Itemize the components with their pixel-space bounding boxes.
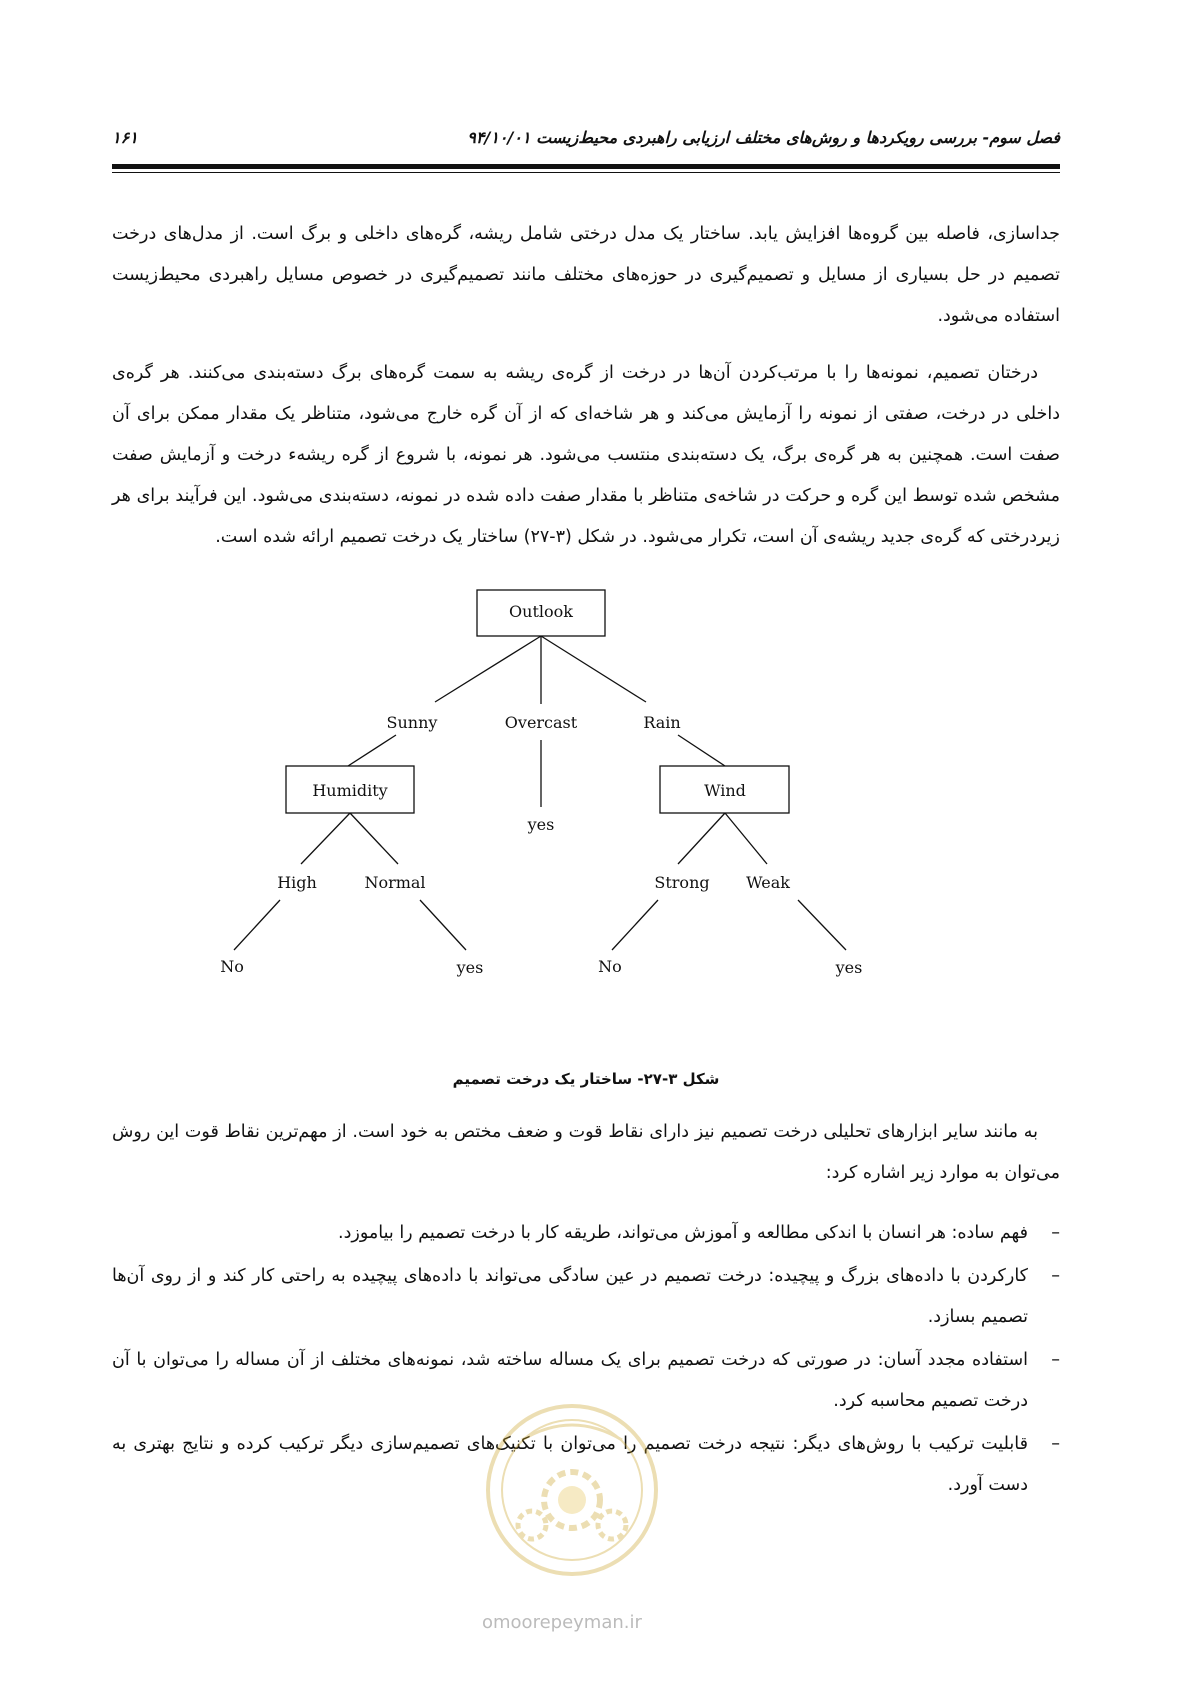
node-label-outlook: Outlook [509,602,573,621]
bullet-marker: – [1051,1223,1060,1243]
branch-label-normal: Normal [364,873,426,892]
decision-tree-figure [220,602,960,1072]
branch-label-overcast: Overcast [504,713,578,732]
edge-humidity-high [301,813,350,864]
watermark-url: omoorepeyman.ir [482,1612,642,1633]
branch-label-high: High [277,873,317,892]
chapter-title: فصل سوم- بررسی رویکردها و روش‌های مختلف ارزیابی راهبردی محیط‌زیست ۹۴/۱۰/۰۱ [467,128,1060,147]
list-item [112,1256,1060,1338]
edge-rain-wind [678,735,725,766]
leaf-label-high-no: No [220,957,244,976]
leaf-label-overcast-yes: yes [527,815,555,834]
paragraph-3: به مانند سایر ابزارهای تحلیلی درخت تصمیم نیز دارای نقاط قوت و ضعف مختص به خود است. از مهم‌ترین نقاط قوت این روش می‌توان به موارد زیر اشاره کرد: [112,1122,1060,1183]
list-item-text: کارکردن با داده‌های بزرگ و پیچیده: درخت تصمیم در عین سادگی می‌تواند با داده‌های پیچیده به راحتی کار کند و از روی آن‌ها تصمیم بسازد. [112,1266,1028,1327]
node-label-humidity: Humidity [312,781,388,800]
leaf-label-weak-yes: yes [835,958,863,977]
branch-label-weak: Weak [746,873,790,892]
edge-wind-weak [725,813,767,864]
paragraph-1: جداسازی، فاصله بین گروه‌ها افزایش یابد. ساختار یک مدل درختی شامل ریشه، گره‌های داخلی و برگ است. از مدل‌های درخت تصمیم در حل بسیاری از مسایل و تصمیم‌گیری در حوزه‌های مختلف مانند تصمیم‌گیری در خصوص مسایل راهبردی محیط‌زیست استفاده می‌شود. [112,224,1060,326]
edge-strong-no [612,900,658,950]
list-item-text: قابلیت ترکیب با روش‌های دیگر: نتیجه درخت تصمیم را می‌توان با تکنیک‌های تصمیم‌سازی دیگر ترکیب کرده و نتایج بهتری به دست آورد. [112,1434,1028,1495]
header-rule-thin [112,172,1060,173]
page-number: ۱۶۱ [112,128,138,147]
bullet-marker: – [1051,1350,1060,1370]
edge-high-no [234,900,280,950]
paragraph-2: درختان تصمیم، نمونه‌ها را با مرتب‌کردن آن‌ها در درخت از گره‌ی ریشه به سمت گره‌های برگ دسته‌بندی می‌کنند. هر گره‌ی داخلی در درخت، صفتی از نمونه را آزمایش می‌کند و هر شاخه‌ای که از آن گره خارج می‌شود، متناظر یک مقدار ممکن برای آن صفت است. همچنین به هر گره‌ی برگ، یک دسته‌بندی منتسب می‌شود. هر نمونه، با شروع از گره ریشهء درخت و آزمایش صفت مشخص شده توسط این گره و حرکت در شاخه‌ی متناظر با مقدار صفت داده شده در نمونه، دسته‌بندی می‌شود. این فرآیند برای هر زیردرختی که گره‌ی جدید ریشه‌ی آن است، تکرار می‌شود. در شکل (۳-۲۷) ساختار یک درخت تصمیم ارائه شده است. [112,363,1060,547]
list-item-text: فهم ساده: هر انسان با اندکی مطالعه و آموزش می‌تواند، طریقه کار با درخت تصمیم را بیاموزد. [338,1223,1028,1243]
edge-root-sunny [435,636,541,702]
branch-label-rain: Rain [643,713,681,732]
leaf-label-strong-no: No [598,957,622,976]
list-item-text: استفاده مجدد آسان: در صورتی که درخت تصمیم برای یک مساله ساخته شد، نمونه‌های مختلف از آن مساله را می‌توان با آن درخت تصمیم محاسبه کرد. [112,1350,1028,1411]
edge-weak-yes [798,900,846,950]
bullet-marker: – [1051,1434,1060,1454]
edge-wind-strong [678,813,725,864]
edge-root-rain [541,636,646,702]
watermark-seal-icon [482,1400,662,1580]
edge-normal-yes [420,900,466,950]
decision-tree-diagram [220,602,960,1072]
node-label-wind: Wind [704,781,746,800]
page-header [112,128,1060,152]
header-rule-thick [112,164,1060,169]
branch-label-strong: Strong [654,873,710,892]
edge-sunny-humidity [348,735,396,766]
edge-humidity-normal [350,813,398,864]
bullet-marker: – [1051,1266,1060,1286]
figure-caption: شکل ۳-۲۷- ساختار یک درخت تصمیم [452,1070,720,1088]
leaf-label-normal-yes: yes [456,958,484,977]
branch-label-sunny: Sunny [386,713,438,732]
list-item [112,1213,1060,1254]
